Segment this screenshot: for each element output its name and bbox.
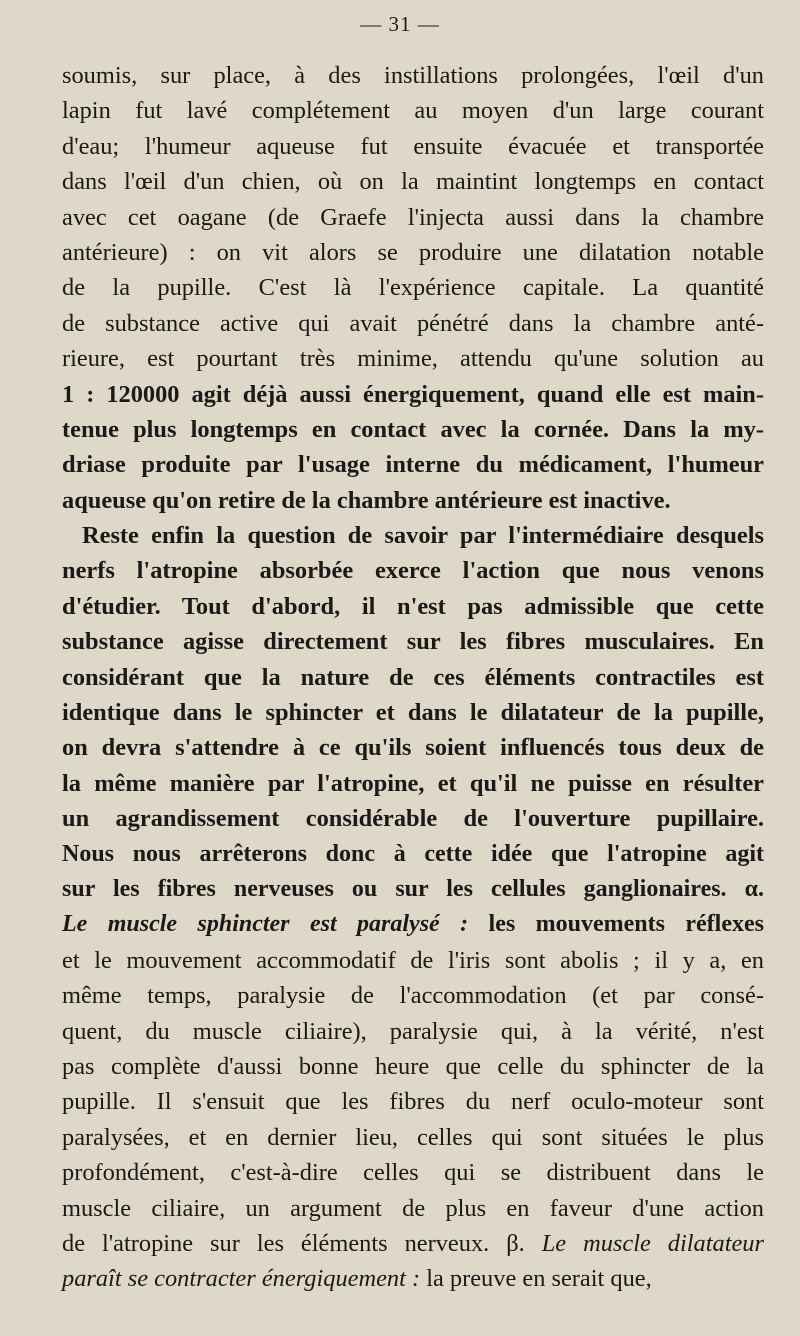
text-line: sur les fibres nerveuses ou sur les cellules ganglionaires. α.: [62, 875, 764, 902]
text-line: antérieure) : on vit alors se produire une dilatation notable: [62, 238, 764, 266]
text-line: tenue plus longtemps en contact avec la cornée. Dans la my-: [62, 415, 764, 443]
text-line: avec cet oagane (de Graefe l'injecta aussi dans la chambre: [62, 203, 764, 231]
text-line: nerfs l'atropine absorbée exerce l'action que nous venons: [62, 557, 764, 585]
text-line: la même manière par l'atropine, et qu'il ne puisse en résulter: [62, 769, 764, 797]
text-line: un agrandissement considérable de l'ouverture pupillaire.: [62, 805, 764, 833]
text-line: paraît se contracter énergiquement : la preuve en serait que,: [62, 1265, 652, 1293]
text-line: soumis, sur place, à des instillations prolongées, l'œil d'un: [62, 62, 764, 89]
body-text: [62, 58, 764, 1297]
text-line: considérant que la nature de ces éléments contractiles est: [62, 663, 764, 691]
text-line: quent, du muscle ciliaire), paralysie qui, à la vérité, n'est: [62, 1017, 764, 1045]
page-number: — 31 —: [360, 12, 440, 36]
text-line: driase produite par l'usage interne du médicament, l'humeur: [62, 451, 764, 479]
text-line: pas complète d'aussi bonne heure que celle du sphincter de la: [62, 1052, 764, 1080]
italic-heading: paraît se contracter énergiquement :: [62, 1265, 421, 1293]
text-line: identique dans le sphincter et dans le dilatateur de la pupille,: [62, 699, 764, 727]
text-line: dans l'œil d'un chien, où on la maintint longtemps en contact: [62, 168, 764, 196]
text-line: rieure, est pourtant très minime, attendu qu'une solution au: [62, 345, 764, 373]
text-line: pupille. Il s'ensuit que les fibres du nerf oculo-moteur sont: [62, 1088, 764, 1116]
text-line: de la pupille. C'est là l'expérience capitale. La quantité: [62, 274, 764, 302]
text-line: aqueuse qu'on retire de la chambre antérieure est inactive.: [62, 486, 671, 514]
text-line: Le muscle sphincter est paralysé : les mouvements réflexes: [62, 911, 764, 938]
text-line: on devra s'attendre à ce qu'ils soient influencés tous deux de: [62, 734, 764, 762]
text-line: paralysées, et en dernier lieu, celles qui sont situées le plus: [62, 1123, 764, 1151]
text-line: de substance active qui avait pénétré dans la chambre anté-: [62, 309, 764, 337]
text-line: même temps, paralysie de l'accommodation (et par consé-: [62, 982, 764, 1010]
text-line: substance agisse directement sur les fibres musculaires. En: [62, 628, 764, 656]
text-line: lapin fut lavé complétement au moyen d'un large courant: [62, 97, 764, 125]
text-line: Nous nous arrêterons donc à cette idée que l'atropine agit: [62, 840, 764, 867]
italic-heading: Le muscle sphincter est paralysé :: [62, 911, 469, 938]
text-line: Reste enfin la question de savoir par l'intermédiaire desquels: [82, 522, 764, 550]
text-line: 1 : 120000 agit déjà aussi énergiquement, quand elle est main-: [62, 380, 764, 408]
text-line: de l'atropine sur les éléments nerveux. β. Le muscle dilatateur: [62, 1229, 764, 1257]
text-line: d'eau; l'humeur aqueuse fut ensuite évacuée et transportée: [62, 132, 764, 160]
text-line: et le mouvement accommodatif de l'iris sont abolis ; il y a, en: [62, 946, 764, 974]
text-line: profondément, c'est-à-dire celles qui se distribuent dans le: [62, 1159, 764, 1187]
italic-heading: Le muscle dilatateur: [524, 1229, 764, 1257]
text-line: d'étudier. Tout d'abord, il n'est pas admissible que cette: [62, 592, 764, 620]
text-line: muscle ciliaire, un argument de plus en faveur d'une action: [62, 1194, 764, 1222]
